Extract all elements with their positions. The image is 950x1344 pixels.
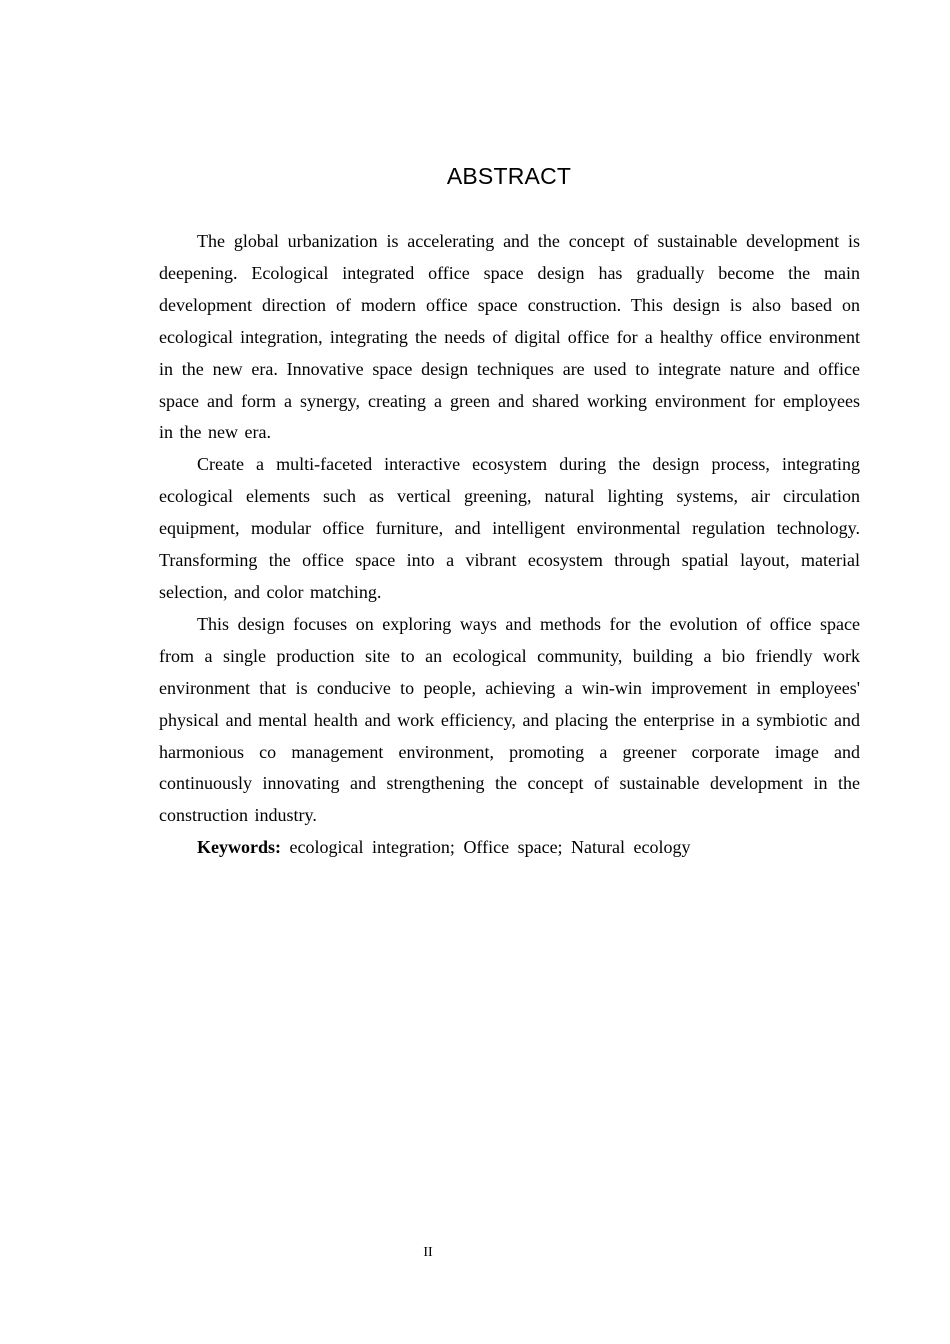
abstract-paragraph-1: The global urbanization is accelerating and the concept of sustainable development is deepening. Ecological integrated office space design has gradually become the main development direction of modern office space construction. This design is also based on ecological integration, integrating the needs of digital office for a healthy office environment in the new era. Innovative space design techniques are used to integrate nature and office space and form a synergy, creating a green and shared working environment for employees in the new era. xyxy=(159,231,860,443)
abstract-body xyxy=(159,226,860,864)
page-number: II xyxy=(423,1245,433,1260)
abstract-paragraph-3: This design focuses on exploring ways and methods for the evolution of office space from a single production site to an ecological community, building a bio friendly work environment that is conducive to people, achieving a win-win improvement in employees' physical and mental health and work efficiency, and placing the enterprise in a symbiotic and harmonious co management environment, promoting a greener corporate image and continuously innovating and strengthening the concept of sustainable development in the construction industry. xyxy=(159,613,860,826)
abstract-title: ABSTRACT xyxy=(446,163,572,189)
abstract-paragraph-2: Create a multi-faceted interactive ecosystem during the design process, integrating ecological elements such as vertical greening, natural lighting systems, air circulation equipment, modular office furniture, and intelligent environmental regulation technology. Transforming the office space into a vibrant ecosystem through spatial layout, material selection, and color matching. xyxy=(159,454,860,602)
keywords-text: ecological integration; Office space; Natural ecology xyxy=(289,837,691,858)
keywords-label: Keywords: xyxy=(197,837,281,858)
keywords-line xyxy=(159,832,860,864)
